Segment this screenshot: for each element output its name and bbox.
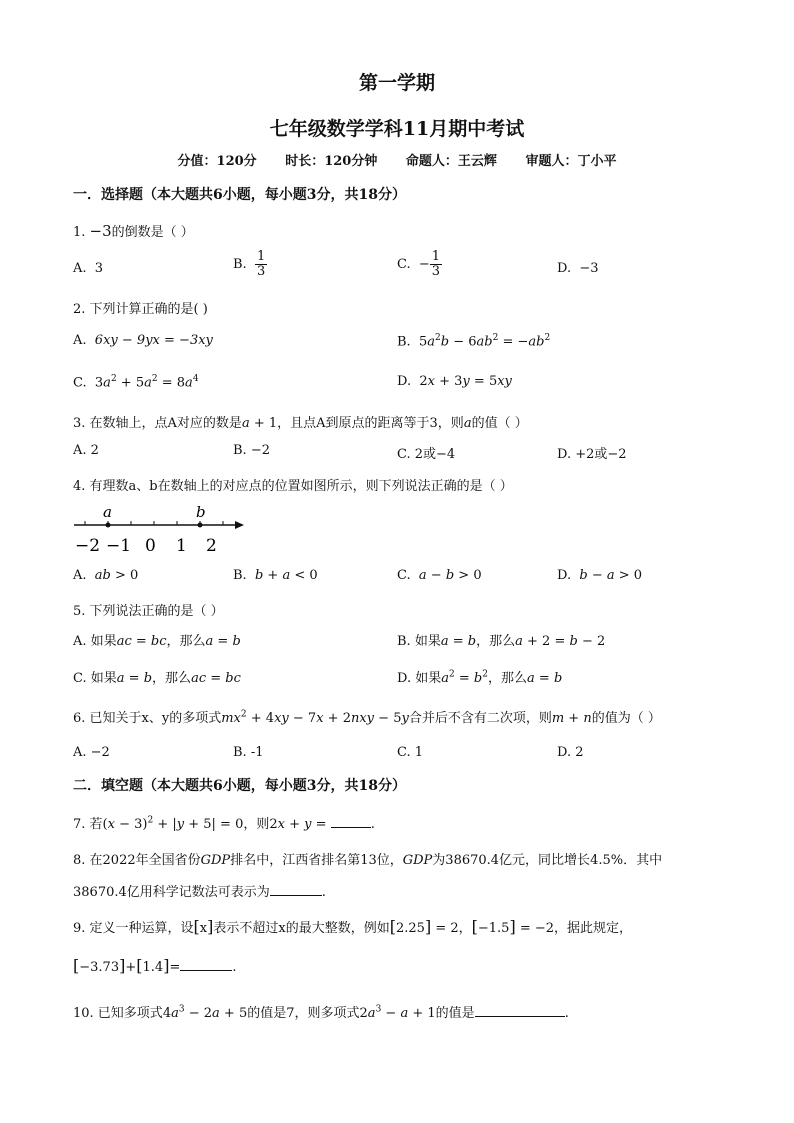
then-text: ，那么 [487,671,527,686]
option-label: C. [397,257,411,272]
answer-blank[interactable] [270,883,322,896]
option-label: B. [397,334,411,350]
q2-option-c[interactable]: C. $3a^2 + 5a^2 = 8a^4$ [73,374,199,391]
q10-text-3: 的值是 [435,1006,475,1021]
q8-text-1: 8. 在2022年全国省份 [73,853,201,868]
option-label: D. [397,374,412,389]
page-title: 第一学期 [358,72,435,94]
option-label: D. [397,671,412,686]
tick-label: −1 [106,536,132,556]
q6-text-2: 合并后不含有二次项，则 [408,711,552,726]
question-9-line-2: [−3.73]+[1.4]= . [73,956,237,975]
q5-option-d[interactable]: D. 如果$a^2 = b^2$，那么a = b [397,669,563,686]
q5-option-b[interactable]: B. 如果a = b，那么a + 2 = b − 2 [397,634,606,649]
q10-text-2: 的值是7，则多项式 [247,1006,360,1021]
fraction [430,250,442,279]
option-label: B. [233,568,247,583]
q8-text-4: ．其中 [623,853,663,868]
q6-text-3: 的值为（ ） [591,711,661,726]
q6-text-1: 6. 已知关于x、y的多项式 [73,711,222,726]
tick-label: 0 [145,536,156,556]
exam-author: 命题人：王云辉 [405,154,497,169]
q1-value: −3 [89,222,112,240]
q8-text-5: 38670.4亿用科学记数法可表示为 [73,885,270,900]
exam-title: 七年级数学学科11月期中考试 [269,118,525,140]
question-3: 3. 在数轴上，点A对应的数是a + 1，且点A到原点的距离等于3，则a的值（ ） [73,416,528,431]
then-text: ，那么 [166,634,206,649]
q1-option-d[interactable] [557,261,599,276]
option-label: D. [557,568,572,583]
numerator: 1 [431,249,441,264]
answer-blank[interactable] [475,1004,565,1017]
exam-meta [0,150,794,169]
q8-end: . [321,885,326,900]
q6-option-c[interactable]: C. 1 [397,745,424,760]
q6-option-d[interactable]: D. 2 [557,745,584,760]
point-b [198,523,203,528]
answer-blank[interactable] [331,815,371,828]
option-label: C. [397,568,411,583]
q3-text-3: 的值（ ） [471,416,528,431]
if-text: 如果 [414,634,441,649]
q4-option-d[interactable]: D. b − a > 0 [557,568,643,583]
question-8-line-1 [73,849,662,868]
q2-option-d[interactable]: D. 2x + 3y = 5xy [397,374,512,389]
option-text: 3 [94,261,104,276]
tick-label: 2 [206,536,217,556]
label-a: a [103,503,112,521]
question-1 [73,221,194,240]
q9-text-1: 9. 定义一种运算，设 [73,921,194,936]
exam-reviewer: 审题人：丁小平 [525,154,617,169]
question-10: 10. 已知多项式$4a^3 - 2a + 5$的值是7，则多项式$2a^3 - a + 1$的值是 . [73,1004,569,1021]
q2-option-b[interactable]: B. $5a^2b - 6ab^2 = -ab^2$ [397,333,551,350]
option-label: B. [233,257,247,272]
denominator: 3 [256,264,266,279]
q3-option-d[interactable]: D. +2或−2 [557,447,627,462]
fraction [255,250,267,279]
question-7: 7. 若$(x - 3)^2 + |y + 5| = 0$，则2x + y = . [73,815,375,832]
section-fill-title: 二．填空题（本大题共6小题，每小题3分，共18分） [73,778,406,794]
q4-option-c[interactable]: C. a − b > 0 [397,568,482,583]
tick-label: −2 [75,536,101,556]
q3-option-a[interactable]: A. 2 [73,443,99,458]
if-text: 如果 [415,671,442,686]
question-4: 4. 有理数a、b在数轴上的对应点的位置如图所示，则下列说法正确的是（ ） [73,479,513,494]
number-line-figure [72,500,252,560]
section-choice-title: 一．选择题（本大题共6小题，每小题3分，共18分） [73,187,406,203]
q1-option-c[interactable] [397,250,442,279]
option-label: C. [73,375,87,391]
option-text: −3 [579,261,599,276]
q3-text-2: ，且点A到原点的距离等于3，则 [277,416,464,431]
number-line [72,500,252,560]
option-label: C. [73,671,87,686]
numerator: 1 [256,249,266,264]
tick-label: 1 [176,536,187,556]
q6-option-b[interactable]: B. -1 [233,745,264,760]
q4-option-a[interactable]: A. ab > 0 [73,568,139,583]
q6-option-a[interactable]: A. −2 [73,745,110,760]
q9-text-3: ，据此规定， [554,921,633,936]
q5-option-a[interactable]: A. 如果ac = bc，那么a = b [73,634,241,649]
gdp-term: GDP [402,853,433,868]
question-5: 5. 下列说法正确的是（ ） [73,604,224,619]
q10-text-1: 10. 已知多项式 [73,1006,163,1021]
option-label: D. [557,261,572,276]
option-label: A. [73,261,87,276]
option-label: A. [73,568,87,583]
q9-end: . [232,960,237,975]
q7-end: . [370,817,375,832]
q5-option-c[interactable]: C. 如果a = b，那么ac = bc [73,671,241,686]
if-text: 如果 [90,634,117,649]
question-6: 6. 已知关于x、y的多项式$mx^2 + 4xy - 7x + 2nxy - 5y$合并后不含有二次项，则m + n的值为（ ） [73,709,661,726]
q9-text-2: 表示不超过x的最大整数，例如 [213,921,390,936]
q1-text: 的倒数是（ ） [111,225,194,240]
q8-text-2: 排名中，江西省排名第13位， [230,853,403,868]
q7-text-1: 7. 若 [73,817,103,832]
q2-option-a[interactable]: A. 6xy − 9yx = −3xy [73,333,213,348]
option-label: B. [397,634,411,649]
q8-text-3: 为38670.4亿元，同比增长 [432,853,591,868]
q7-text-2: ，则 [243,817,270,832]
then-text: ，那么 [476,634,516,649]
point-a [106,523,111,528]
q4-option-b[interactable]: B. b + a < 0 [233,568,318,583]
q1-number: 1. [73,225,86,240]
q3-text-1: 3. 在数轴上，点A对应的数是 [73,416,242,431]
exam-score: 分值：120分 [177,154,257,169]
q10-end: . [564,1006,569,1021]
option-label: A. [73,634,87,649]
q1-option-a[interactable] [73,261,103,276]
minus-sign: − [418,257,430,272]
option-label: A. [73,333,87,348]
growth-rate: 4.5% [590,853,624,868]
q1-option-b[interactable] [233,250,267,279]
question-9-line-1: 9. 定义一种运算，设[x]表示不超过x的最大整数，例如[2.25] = 2，[−1.5] = −2，据此规定， [73,917,633,936]
exam-duration: 时长：120分钟 [285,154,378,169]
answer-blank[interactable] [180,958,232,971]
question-8-line-2 [73,881,326,900]
q3-option-c[interactable]: C. 2或−4 [397,447,456,462]
then-text: ，那么 [152,671,192,686]
q3-option-b[interactable]: B. −2 [233,443,270,458]
gdp-term: GDP [200,853,231,868]
denominator: 3 [431,264,441,279]
if-text: 如果 [90,671,117,686]
question-2: 2. 下列计算正确的是( ) [73,302,208,317]
label-b: b [196,503,206,521]
